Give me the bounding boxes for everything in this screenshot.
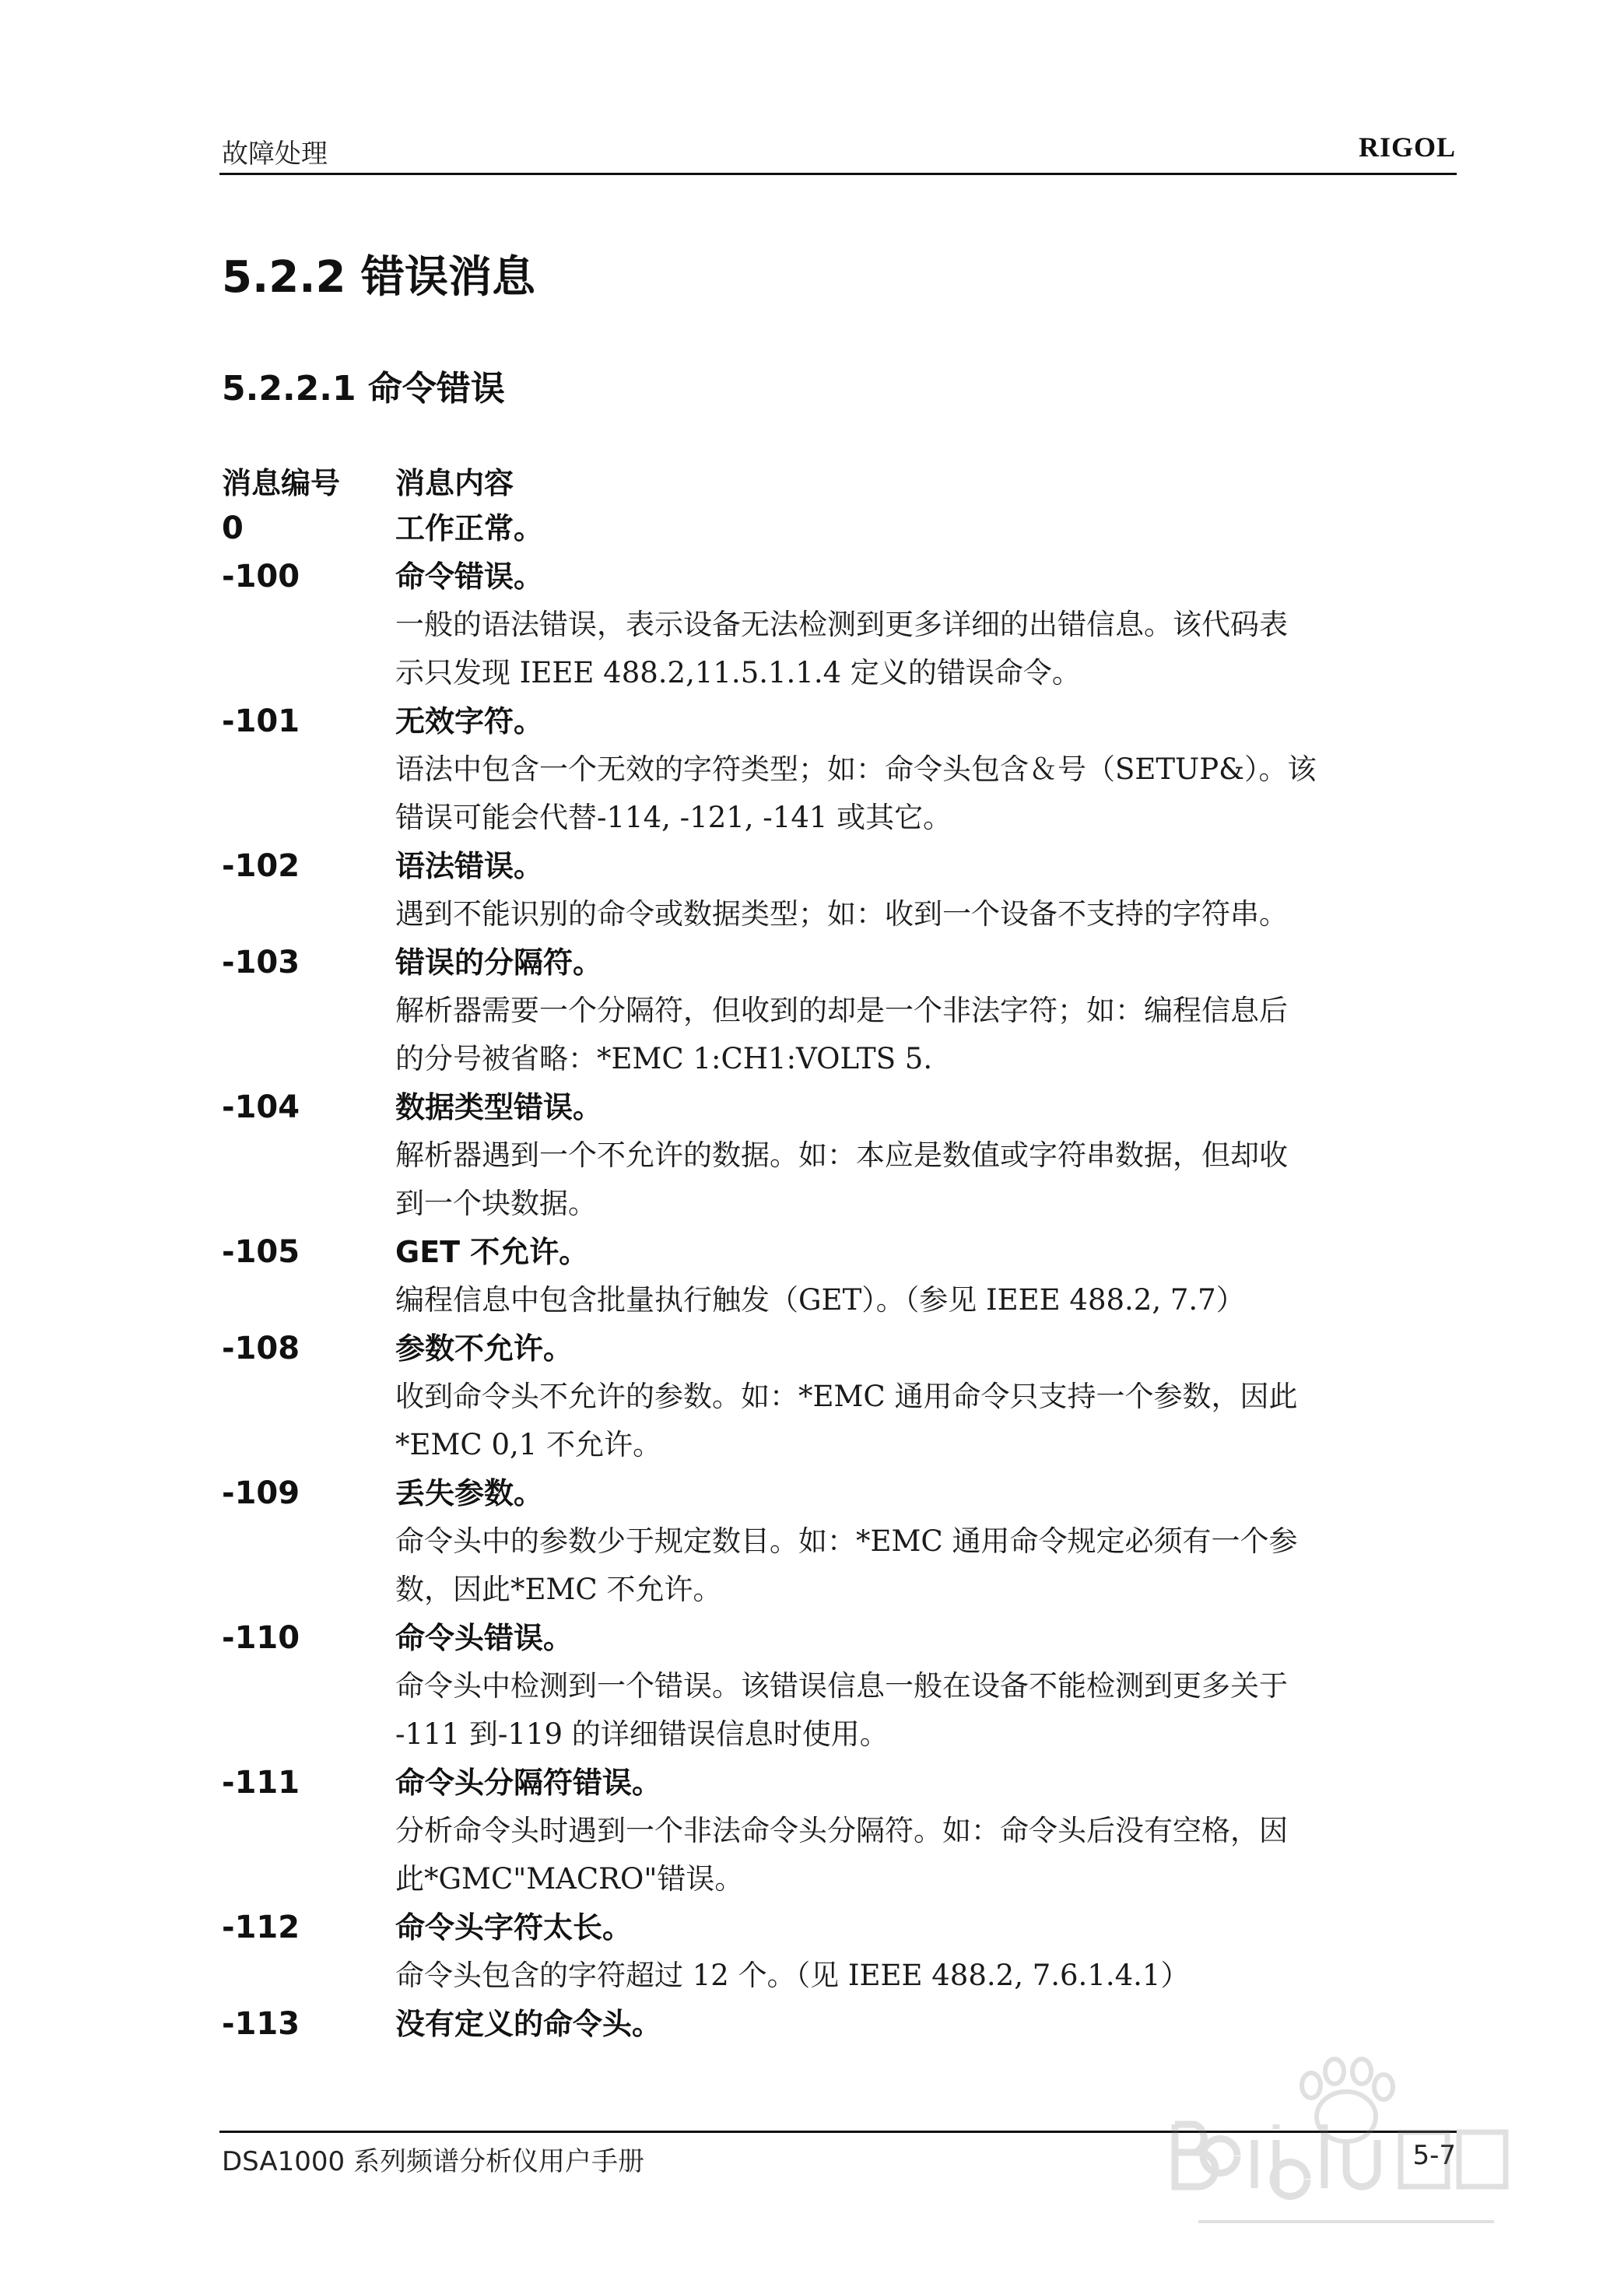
error-title: 命令错误。: [395, 559, 544, 594]
error-code: -113: [222, 2006, 300, 2042]
error-code: 0: [222, 510, 244, 546]
error-entry: [222, 1228, 1436, 1324]
footer-page-number: 5-7: [1412, 2140, 1456, 2171]
error-entry: [222, 938, 1436, 1083]
error-code: -101: [222, 703, 300, 739]
error-title: 数据类型错误。: [395, 1090, 603, 1124]
error-title: 错误的分隔符。: [395, 945, 603, 980]
error-description-line: 一般的语法错误，表示设备无法检测到更多详细的出错信息。该代码表: [395, 608, 1288, 641]
error-description: [395, 987, 1415, 1083]
error-title: 工作正常。: [395, 511, 544, 545]
error-entry: [222, 2000, 1436, 2048]
error-code: -102: [222, 848, 300, 884]
error-title: 命令头错误。: [395, 1621, 573, 1655]
error-entry: [222, 552, 1436, 697]
error-description: [395, 1373, 1415, 1469]
error-description-line: -111 到-119 的详细错误信息时使用。: [395, 1717, 889, 1751]
error-title: GET 不允许。: [395, 1235, 589, 1269]
error-description: [395, 745, 1415, 842]
error-code: -103: [222, 945, 300, 980]
error-description: [395, 1662, 1415, 1759]
column-header-content: 消息内容: [395, 466, 514, 500]
error-code: -109: [222, 1475, 300, 1511]
error-description-line: 解析器需要一个分隔符，但收到的却是一个非法字符；如：编程信息后: [395, 994, 1288, 1027]
header-chapter: 故障处理: [222, 139, 328, 170]
error-code: -104: [222, 1089, 300, 1125]
error-entry: [222, 697, 1436, 842]
error-description-line: 的分号被省略：*EMC 1:CH1:VOLTS 5.: [395, 1042, 933, 1075]
error-entry: [222, 842, 1436, 938]
error-description-line: 遇到不能识别的命令或数据类型；如：收到一个设备不支持的字符串。: [395, 897, 1288, 931]
error-code: -110: [222, 1620, 300, 1656]
footer-manual-title: DSA1000 系列频谱分析仪用户手册: [222, 2146, 644, 2177]
error-description-line: 命令头中的参数少于规定数目。如：*EMC 通用命令规定必须有一个参: [395, 1524, 1298, 1558]
error-description-line: *EMC 0,1 不允许。: [395, 1428, 662, 1461]
error-description-line: 此*GMC"MACRO"错误。: [395, 1862, 744, 1896]
error-title: 命令头字符太长。: [395, 1910, 633, 1945]
error-description-line: 示只发现 IEEE 488.2,11.5.1.1.4 定义的错误命令。: [395, 656, 1081, 689]
error-entry: [222, 1759, 1436, 1903]
error-title: 没有定义的命令头。: [395, 2007, 662, 2041]
error-code: -105: [222, 1234, 300, 1270]
error-title: 无效字符。: [395, 704, 544, 738]
error-description-line: 命令头包含的字符超过 12 个。（见 IEEE 488.2, 7.6.1.4.1）: [395, 1959, 1190, 1992]
error-description: [395, 1276, 1415, 1324]
baidu-jingyan-watermark-logo: [1152, 2054, 1525, 2249]
error-description-line: 错误可能会代替-114, -121, -141 或其它。: [395, 801, 952, 834]
error-code: -112: [222, 1910, 300, 1945]
error-description-line: 语法中包含一个无效的字符类型；如：命令头包含＆号（SETUP&）。该: [395, 752, 1317, 786]
header-brand: RIGOL: [1358, 132, 1456, 163]
error-description: [395, 601, 1415, 697]
error-description: [395, 1517, 1415, 1614]
error-description-line: 收到命令头不允许的参数。如：*EMC 通用命令只支持一个参数，因此: [395, 1380, 1298, 1413]
error-description-line: 命令头中检测到一个错误。该错误信息一般在设备不能检测到更多关于: [395, 1669, 1288, 1703]
error-title: 语法错误。: [395, 849, 544, 883]
header-divider: [219, 173, 1457, 175]
error-description: [395, 1952, 1415, 2000]
error-code: -108: [222, 1331, 300, 1366]
error-entry: [222, 504, 1436, 552]
error-title: 命令头分隔符错误。: [395, 1766, 662, 1800]
error-entry: [222, 1614, 1436, 1759]
error-message-list: [222, 504, 1436, 2048]
section-title: 5.2.2 错误消息: [222, 252, 535, 303]
error-description-line: 编程信息中包含批量执行触发（GET）。（参见 IEEE 488.2, 7.7）: [395, 1283, 1245, 1317]
error-description: [395, 1807, 1415, 1903]
error-description-line: 解析器遇到一个不允许的数据。如：本应是数值或字符串数据，但却收: [395, 1138, 1288, 1172]
error-entry: [222, 1083, 1436, 1228]
error-description-line: 到一个块数据。: [395, 1187, 597, 1220]
error-description-line: 数，因此*EMC 不允许。: [395, 1573, 722, 1606]
error-entry: [222, 1324, 1436, 1469]
error-code: -100: [222, 559, 300, 595]
error-description: [395, 1131, 1415, 1228]
error-title: 丢失参数。: [395, 1476, 544, 1510]
error-description-line: 分析命令头时遇到一个非法命令头分隔符。如：命令头后没有空格，因: [395, 1814, 1288, 1847]
column-header-code: 消息编号: [222, 466, 341, 500]
error-title: 参数不允许。: [395, 1331, 573, 1366]
error-description: [395, 890, 1415, 938]
subsection-title: 5.2.2.1 命令错误: [222, 369, 505, 409]
error-code: -111: [222, 1765, 300, 1801]
error-entry: [222, 1469, 1436, 1614]
error-entry: [222, 1903, 1436, 2000]
